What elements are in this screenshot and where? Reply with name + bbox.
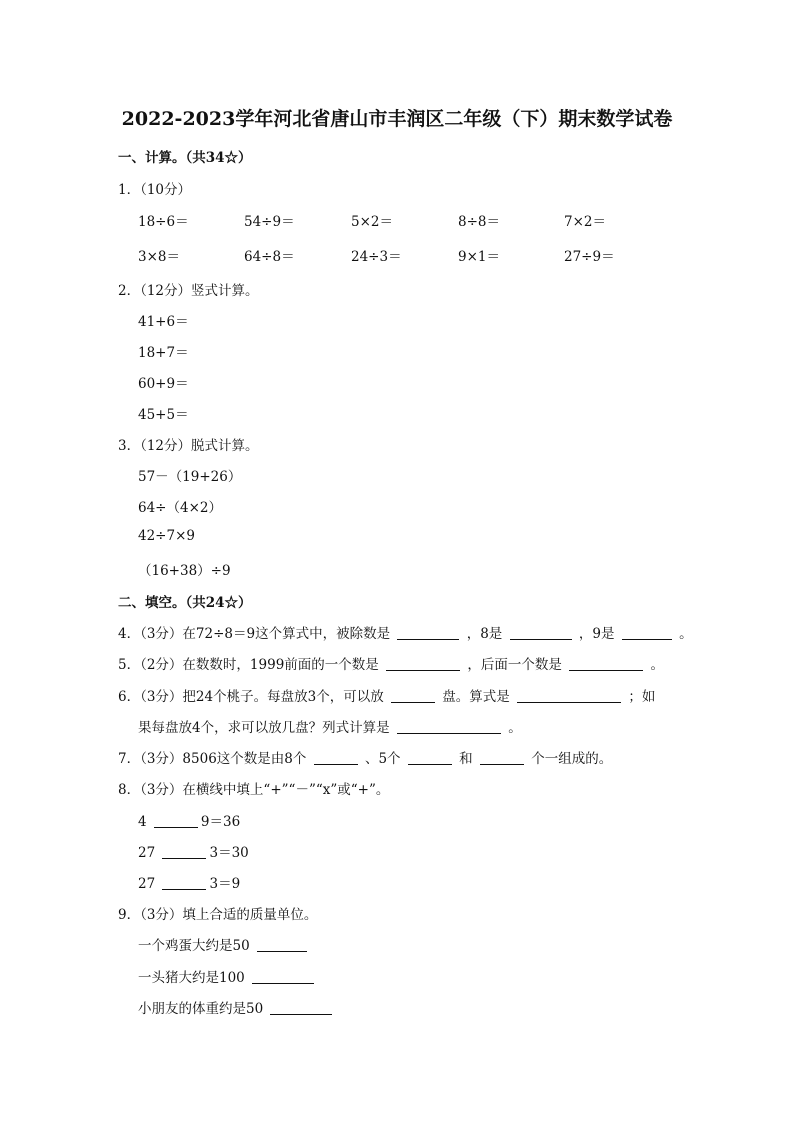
answer-blank[interactable] bbox=[480, 750, 524, 765]
step-calc-item: 64÷（4×2） bbox=[138, 500, 222, 516]
answer-blank[interactable] bbox=[510, 625, 572, 640]
question-3-label: 3．（12分）脱式计算。 bbox=[118, 438, 259, 454]
oral-calc-item: 8÷8＝ bbox=[458, 214, 500, 230]
page-title: 2022-2023学年河北省唐山市丰润区二年级（下）期末数学试卷 bbox=[121, 108, 673, 130]
operand-left: 27 bbox=[138, 845, 156, 861]
question-5 bbox=[118, 653, 664, 673]
question-6-text: 果每盘放4个，求可以放几盘？列式计算是 bbox=[138, 720, 390, 736]
vertical-calc-item: 60+9＝ bbox=[138, 376, 189, 392]
vertical-calc-item: 41+6＝ bbox=[138, 314, 189, 330]
oral-calc-item: 24÷3＝ bbox=[351, 249, 402, 265]
step-calc-item: 42÷7×9 bbox=[138, 528, 195, 544]
answer-blank[interactable] bbox=[569, 656, 643, 671]
unit-fill-text: 小朋友的体重约是50 bbox=[138, 1001, 264, 1017]
answer-blank[interactable] bbox=[386, 656, 460, 671]
unit-fill-item bbox=[138, 966, 317, 986]
answer-blank[interactable] bbox=[391, 688, 435, 703]
oral-calc-item: 7×2＝ bbox=[564, 214, 606, 230]
oral-calc-item: 27÷9＝ bbox=[564, 249, 615, 265]
answer-blank[interactable] bbox=[397, 719, 501, 734]
question-5-text: 。 bbox=[650, 657, 664, 673]
operand-left: 27 bbox=[138, 876, 156, 892]
unit-fill-item bbox=[138, 997, 335, 1017]
question-6-text: 。 bbox=[508, 720, 522, 736]
operator-fill-item bbox=[138, 810, 240, 830]
question-7-text: 个一组成的。 bbox=[531, 751, 613, 767]
question-4-text: 4．（3分）在72÷8＝9这个算式中，被除数是 bbox=[118, 626, 391, 642]
unit-fill-item bbox=[138, 934, 310, 954]
operator-blank[interactable] bbox=[154, 813, 198, 828]
unit-fill-text: 一头猪大约是100 bbox=[138, 970, 245, 986]
question-6-text: 6．（3分）把24个桃子。每盘放3个，可以放 bbox=[118, 689, 384, 705]
step-calc-item: （16+38）÷9 bbox=[138, 563, 231, 579]
question-5-text: ，后面一个数是 bbox=[467, 657, 562, 673]
vertical-calc-item: 18+7＝ bbox=[138, 345, 189, 361]
question-8-label: 8．（3分）在横线中填上“+”“－”“x”或“+”。 bbox=[118, 782, 390, 798]
question-1-label: 1．（10分） bbox=[118, 182, 192, 198]
question-6-text: ；如 bbox=[628, 689, 656, 705]
question-6-continued bbox=[138, 716, 522, 736]
question-4-text: ，9是 bbox=[578, 626, 615, 642]
oral-calc-item: 54÷9＝ bbox=[244, 214, 295, 230]
vertical-calc-item: 45+5＝ bbox=[138, 407, 189, 423]
question-2-label: 2．（12分）竖式计算。 bbox=[118, 283, 259, 299]
oral-calc-item: 3×8＝ bbox=[138, 249, 180, 265]
operand-left: 4 bbox=[138, 814, 147, 830]
question-4-text: ，8是 bbox=[466, 626, 503, 642]
unit-blank[interactable] bbox=[252, 969, 314, 984]
question-6 bbox=[118, 685, 655, 705]
section-heading-fill-in: 二、填空。（共24☆） bbox=[118, 595, 252, 611]
question-4 bbox=[118, 622, 693, 642]
oral-calc-item: 18÷6＝ bbox=[138, 214, 189, 230]
answer-blank[interactable] bbox=[397, 625, 459, 640]
oral-calc-item: 64÷8＝ bbox=[244, 249, 295, 265]
operand-right: 3＝9 bbox=[209, 876, 241, 892]
question-9-label: 9．（3分）填上合适的质量单位。 bbox=[118, 907, 318, 923]
unit-fill-text: 一个鸡蛋大约是50 bbox=[138, 938, 250, 954]
operator-fill-item bbox=[138, 872, 240, 892]
answer-blank[interactable] bbox=[314, 750, 358, 765]
question-7-text: 、5个 bbox=[364, 751, 401, 767]
question-7 bbox=[118, 747, 612, 767]
unit-blank[interactable] bbox=[257, 937, 307, 952]
step-calc-item: 57－（19+26） bbox=[138, 469, 242, 485]
answer-blank[interactable] bbox=[517, 688, 621, 703]
operator-fill-item bbox=[138, 841, 249, 861]
operator-blank[interactable] bbox=[162, 844, 206, 859]
oral-calc-item: 9×1＝ bbox=[458, 249, 500, 265]
question-4-text: 。 bbox=[679, 626, 693, 642]
operand-right: 9＝36 bbox=[200, 814, 241, 830]
question-6-text: 盘。算式是 bbox=[442, 689, 510, 705]
answer-blank[interactable] bbox=[408, 750, 452, 765]
question-7-text: 7．（3分）8506这个数是由8个 bbox=[118, 751, 307, 767]
question-5-text: 5．（2分）在数数时，1999前面的一个数是 bbox=[118, 657, 379, 673]
section-heading-calculation: 一、计算。（共34☆） bbox=[118, 150, 252, 166]
oral-calc-item: 5×2＝ bbox=[351, 214, 393, 230]
operand-right: 3＝30 bbox=[209, 845, 249, 861]
operator-blank[interactable] bbox=[162, 875, 206, 890]
unit-blank[interactable] bbox=[270, 1000, 332, 1015]
question-7-text: 和 bbox=[459, 751, 473, 767]
answer-blank[interactable] bbox=[622, 625, 672, 640]
